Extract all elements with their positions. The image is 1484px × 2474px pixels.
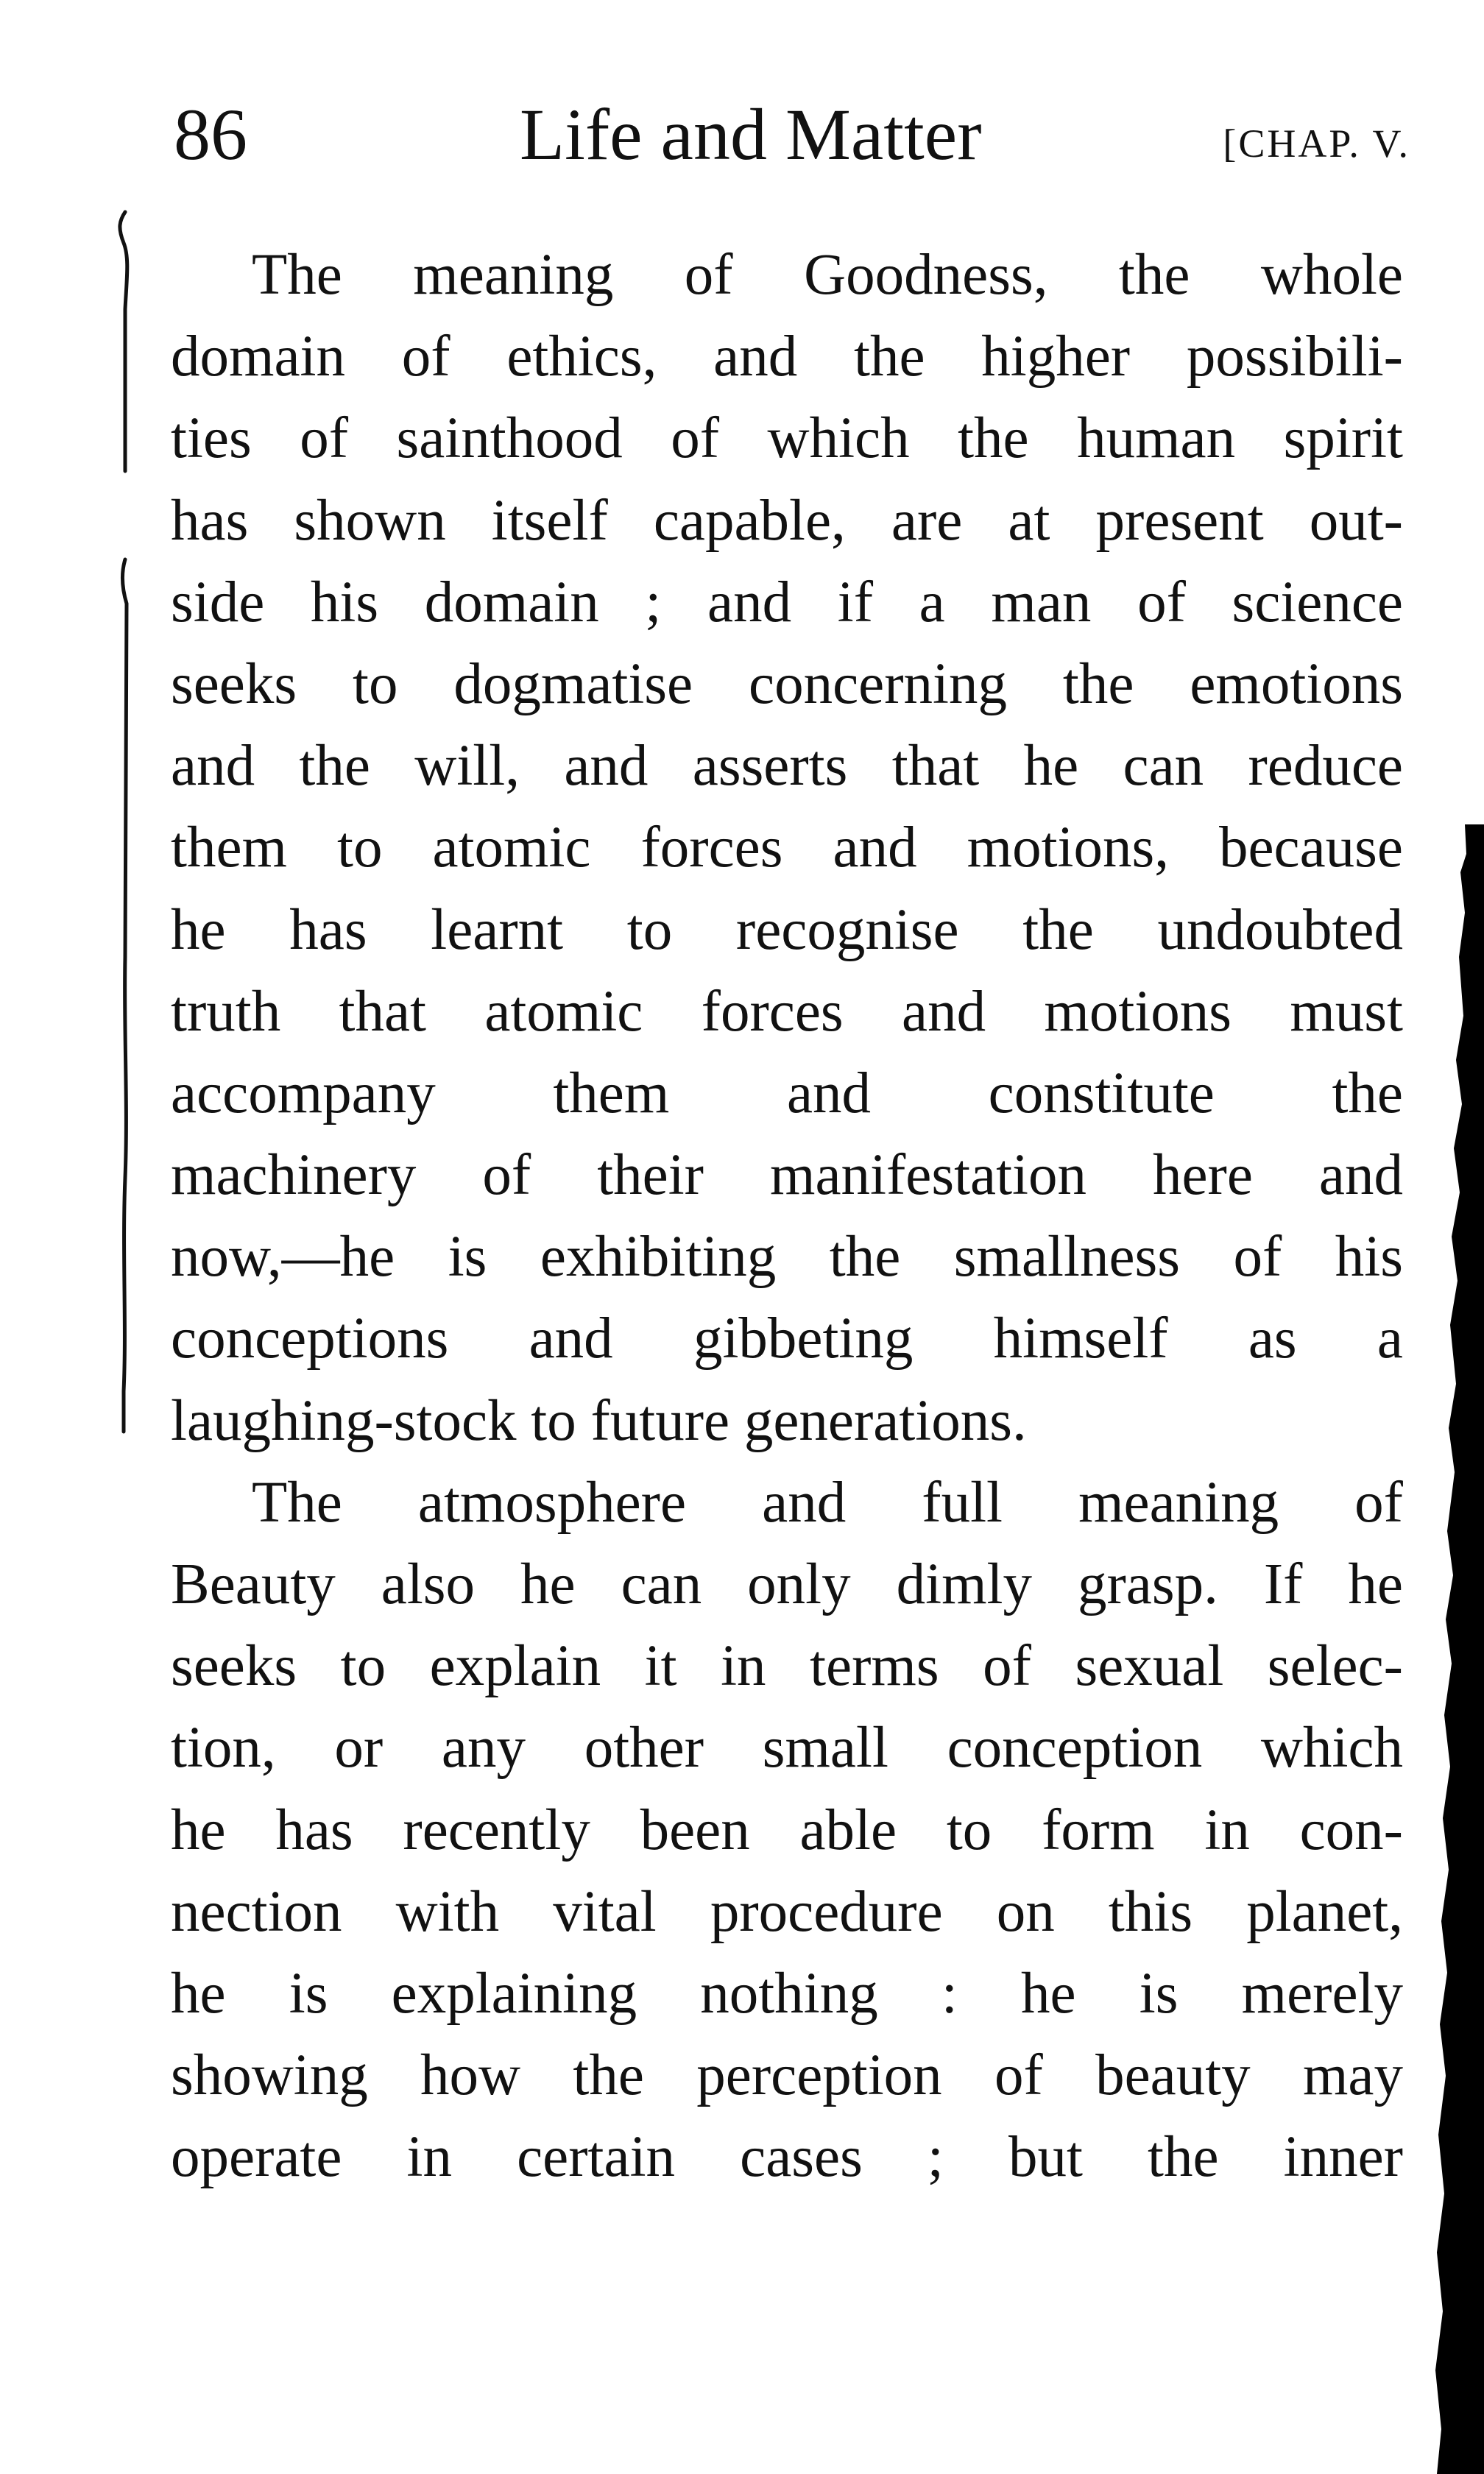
margin-bracket-lower — [122, 559, 127, 1432]
chapter-reference: [CHAP. V. — [1223, 121, 1410, 166]
text-line: truth that atomic forces and motions must — [171, 979, 1403, 1044]
text-line: The meaning of Goodness, the whole — [252, 243, 1403, 307]
text-line: Beauty also he can only dimly grasp. If he — [171, 1552, 1403, 1616]
text-line: conceptions and gibbeting himself as a — [171, 1307, 1403, 1371]
page-number: 86 — [174, 93, 247, 175]
running-head — [174, 87, 1410, 183]
margin-bracket-upper — [120, 212, 127, 471]
text-line: and the will, and asserts that he can reduce — [171, 734, 1403, 799]
text-line: nection with vital procedure on this planet, — [171, 1879, 1403, 1944]
text-line: operate in certain cases ; but the inner — [171, 2125, 1403, 2190]
text-line: seeks to dogmatise concerning the emotions — [171, 651, 1403, 716]
text-line: ties of sainthood of which the human spirit — [171, 406, 1403, 471]
text-line: them to atomic forces and motions, because — [171, 816, 1403, 880]
text-line: side his domain ; and if a man of science — [171, 570, 1403, 635]
body-text — [171, 234, 1403, 2199]
text-line: laughing-stock to future generations. — [171, 1388, 1027, 1453]
text-line: showing how the perception of beauty may — [171, 2043, 1403, 2108]
text-line: domain of ethics, and the higher possibili- — [171, 325, 1403, 389]
text-line: machinery of their manifestation here and — [171, 1143, 1403, 1208]
text-line: accompany them and constitute the — [171, 1061, 1403, 1125]
text-line: he is explaining nothing : he is merely — [171, 1961, 1403, 2026]
text-line: has shown itself capable, are at present out- — [171, 488, 1403, 553]
text-line: he has recently been able to form in con- — [171, 1798, 1403, 1862]
torn-page-edge — [1435, 824, 1484, 2474]
text-line: tion, or any other small conception which — [171, 1716, 1403, 1781]
text-line: The atmosphere and full meaning of — [252, 1470, 1403, 1535]
running-title: Life and Matter — [520, 93, 982, 175]
text-line: he has learnt to recognise the undoubted — [171, 897, 1403, 962]
paragraph-1 — [171, 234, 1403, 1462]
text-line: now,—he is exhibiting the smallness of his — [171, 1225, 1403, 1290]
text-line: seeks to explain it in terms of sexual selec- — [171, 1634, 1403, 1699]
paragraph-2 — [171, 1462, 1403, 2199]
